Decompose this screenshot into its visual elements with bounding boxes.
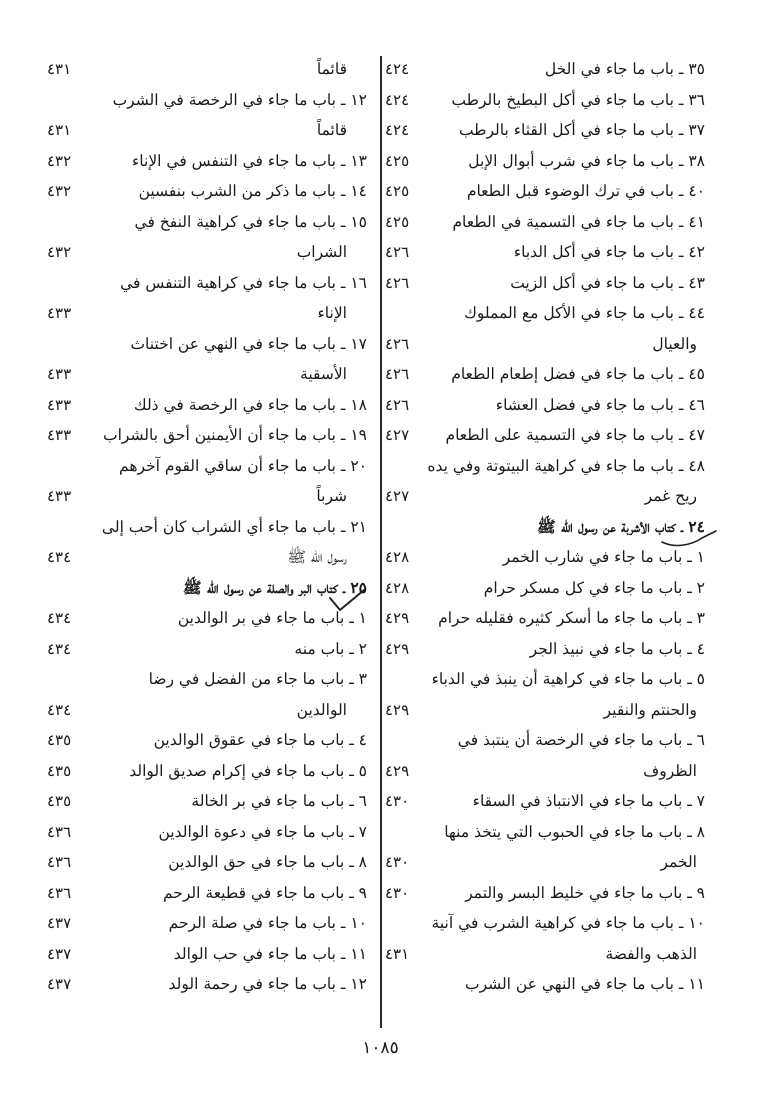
index-entry: [47, 237, 367, 268]
index-entry: [47, 420, 367, 451]
entry-page-number: ٤٣٥: [47, 761, 72, 780]
index-column-right: [385, 54, 705, 1000]
entry-page-number: ٤٢٩: [385, 639, 410, 658]
entry-title: والعيال: [652, 334, 697, 353]
entry-title: ١٠ ـ باب ما جاء في صلة الرحم: [168, 914, 367, 932]
entry-page-number: ٤٢٤: [385, 60, 410, 78]
entry-title: قائماً: [316, 60, 347, 78]
entry-title: ٥ ـ باب ما جاء في إكرام صديق الوالد: [129, 761, 367, 780]
entry-title: الأسقية: [300, 365, 347, 383]
entry-title: ١٩ ـ باب ما جاء أن الأيمنين أحق بالشراب: [103, 426, 367, 444]
entry-title: ٦ ـ باب ما جاء في الرخصة أن ينتبذ في: [457, 731, 705, 749]
index-entry: [47, 329, 367, 360]
entry-title: ١١ ـ باب ما جاء في النهي عن الشرب: [464, 975, 705, 993]
index-entry: [47, 54, 367, 85]
index-entry: [47, 359, 367, 390]
entry-title: ١ ـ باب ما جاء في شارب الخمر: [502, 548, 705, 566]
index-entry: [385, 54, 705, 85]
entry-page-number: ٤٣٤: [47, 548, 72, 566]
index-entry: [385, 969, 705, 1000]
entry-page-number: ٤٣٣: [47, 395, 72, 414]
index-entry: [385, 878, 705, 909]
index-entry: [47, 146, 367, 177]
entry-title: ٧ ـ باب ما جاء في الانتباذ في السقاء: [472, 792, 705, 810]
entry-title: ٤٧ ـ باب ما جاء في التسمية على الطعام: [445, 426, 705, 444]
entry-page-number: ٤٣٢: [47, 243, 72, 261]
entry-title: ١٦ ـ باب ما جاء في كراهية التنفس في: [120, 273, 367, 292]
entry-page-number: ٤٣٣: [47, 487, 72, 505]
index-entry: [47, 969, 367, 1000]
entry-page-number: ٤٣٢: [47, 182, 72, 200]
entry-title: ٤٣ ـ باب ما جاء في أكل الزيت: [510, 273, 705, 292]
entry-title: ٤٥ ـ باب ما جاء في فضل إطعام الطعام: [451, 365, 705, 383]
index-entry: [47, 847, 367, 878]
page-number: ١٠٨٥: [362, 1038, 399, 1058]
index-entry: [47, 115, 367, 146]
entry-title: رسول الله ﷺ: [287, 548, 347, 566]
index-entry: [47, 756, 367, 787]
entry-page-number: ٤٣٧: [47, 975, 72, 993]
entry-page-number: ٤٣٧: [47, 914, 72, 932]
index-entry: [385, 481, 705, 512]
entry-page-number: ٤٢٦: [385, 334, 410, 353]
entry-title: ٤٦ ـ باب ما جاء في فضل العشاء: [495, 395, 705, 414]
entry-page-number: ٤٣٠: [385, 792, 410, 810]
entry-page-number: ٤٢٥: [385, 212, 410, 231]
column-divider: [380, 56, 382, 1028]
index-entry: [47, 481, 367, 512]
index-entry: [385, 298, 705, 329]
index-entry: [47, 878, 367, 909]
index-entry: [385, 908, 705, 939]
entry-title: ٩ ـ باب ما جاء في قطيعة الرحم: [162, 883, 367, 902]
index-entry: [47, 176, 367, 207]
entry-title: ٥ ـ باب ما جاء في كراهية أن ينبذ في الدباء: [431, 670, 705, 688]
index-entry: [47, 207, 367, 238]
index-entry: [47, 817, 367, 848]
entry-title: ٤٢ ـ باب ما جاء في أكل الدباء: [513, 243, 705, 261]
entry-title: ١١ ـ باب ما جاء في حب الوالد: [173, 944, 367, 963]
entry-page-number: ٤٢٤: [385, 121, 410, 139]
entry-page-number: ٤٣٤: [47, 639, 72, 658]
entry-page-number: ٤٣٤: [47, 609, 72, 627]
index-entry: [47, 390, 367, 421]
entry-page-number: ٤٢٧: [385, 487, 410, 505]
index-column-left: [47, 54, 367, 1000]
checkmark-icon: [326, 586, 368, 616]
entry-title: ٣ ـ باب ما جاء ما أسكر كثيره فقليله حرام: [438, 609, 705, 627]
index-entry: [385, 695, 705, 726]
entry-title: ٤٤ ـ باب ما جاء في الأكل مع المملوك: [464, 304, 705, 322]
entry-page-number: ٤٣٤: [47, 700, 72, 719]
entry-page-number: ٤٣٠: [385, 883, 410, 902]
entry-page-number: ٤٣٣: [47, 365, 72, 383]
entry-title: شرباً: [316, 487, 347, 505]
entry-page-number: ٤٣٠: [385, 853, 410, 871]
entry-page-number: ٤٣١: [47, 121, 72, 139]
entry-title: ٣٦ ـ باب ما جاء في أكل البطيخ بالرطب: [451, 90, 705, 109]
entry-title: الوالدين: [296, 700, 347, 719]
entry-title: ٣٨ ـ باب ما جاء في شرب أبوال الإبل: [468, 151, 705, 170]
entry-title: ٢٠ ـ باب ما جاء أن ساقي القوم آخرهم: [119, 456, 367, 475]
index-entry: [385, 817, 705, 848]
index-entry: [47, 85, 367, 116]
entry-title: الإناء: [317, 304, 347, 322]
index-entry: [385, 359, 705, 390]
entry-page-number: ٤٢٦: [385, 365, 410, 383]
entry-title: ٨ ـ باب ما جاء في الحبوب التي يتخذ منها: [444, 822, 705, 841]
entry-page-number: ٤٣١: [47, 60, 72, 78]
index-entry: [385, 542, 705, 573]
entry-page-number: ٤٣٦: [47, 853, 72, 871]
entry-title: ١ ـ باب ما جاء في بر الوالدين: [177, 609, 367, 627]
entry-title: ٣٥ ـ باب ما جاء في الخل: [544, 60, 705, 78]
entry-title: ١٨ ـ باب ما جاء في الرخصة في ذلك: [133, 395, 367, 414]
entry-page-number: ٤٣٥: [47, 792, 72, 810]
entry-page-number: ٤٣١: [385, 944, 410, 963]
index-entry: [47, 695, 367, 726]
entry-page-number: ٤٢٨: [385, 548, 410, 566]
index-entry: [385, 329, 705, 360]
entry-page-number: ٤٣٧: [47, 944, 72, 963]
entry-page-number: ٤٢٩: [385, 609, 410, 627]
index-entry: [385, 115, 705, 146]
index-entry: [47, 786, 367, 817]
entry-page-number: ٤٢٥: [385, 151, 410, 170]
index-entry: [385, 634, 705, 665]
entry-title: ٢١ ـ باب ما جاء أي الشراب كان أحب إلى: [101, 517, 367, 536]
entry-page-number: ٤٣٦: [47, 883, 72, 902]
entry-page-number: ٤٢٦: [385, 395, 410, 414]
entry-title: ١٢ ـ باب ما جاء في الرخصة في الشرب: [112, 90, 367, 109]
index-entry: [385, 146, 705, 177]
entry-title: الخمر: [660, 853, 697, 871]
index-entry: [385, 664, 705, 695]
index-entry: [47, 298, 367, 329]
index-entry: [385, 939, 705, 970]
index-entry: [47, 512, 367, 543]
entry-page-number: ٤٢٥: [385, 182, 410, 200]
entry-page-number: ٤٢٩: [385, 761, 410, 780]
index-entry: [385, 786, 705, 817]
entry-title: الظروف: [643, 761, 697, 780]
index-entry: [385, 847, 705, 878]
index-entry: [385, 756, 705, 787]
index-entry: [385, 420, 705, 451]
entry-title: الشراب: [296, 243, 347, 261]
entry-title: ٢٤ ـ كتاب الأشربة عن رسول الله ﷺ: [536, 516, 705, 536]
index-entry: [47, 634, 367, 665]
index-entry: [385, 237, 705, 268]
index-entry: [47, 908, 367, 939]
entry-title: ٨ ـ باب ما جاء في حق الوالدين: [168, 853, 367, 871]
index-entry: [385, 725, 705, 756]
entry-title: ٢ ـ باب ما جاء في كل مسكر حرام: [483, 578, 705, 597]
entry-title: قائماً: [316, 121, 347, 139]
entry-title: ٤ ـ باب ما جاء في نبيذ الجر: [529, 639, 705, 658]
entry-page-number: ٤٢٧: [385, 426, 410, 444]
index-entry: [47, 542, 367, 573]
entry-title: ١٠ ـ باب ما جاء في كراهية الشرب في آنية: [431, 914, 705, 932]
entry-title: ريح غمر: [644, 487, 697, 505]
index-entry: [385, 207, 705, 238]
entry-title: الذهب والفضة: [605, 944, 697, 963]
entry-title: ٩ ـ باب ما جاء في خليط البسر والتمر: [465, 883, 705, 902]
entry-title: ٤ ـ باب ما جاء في عقوق الوالدين: [153, 731, 367, 749]
entry-title: ٣ ـ باب ما جاء من الفضل في رضا: [148, 670, 367, 688]
entry-title: ١٢ ـ باب ما جاء في رحمة الولد: [168, 975, 367, 993]
entry-title: ٤١ ـ باب ما جاء في التسمية في الطعام: [452, 212, 705, 231]
entry-page-number: ٤٣٣: [47, 304, 72, 322]
index-entry: [385, 573, 705, 604]
entry-title: ٤٨ ـ باب ما جاء في كراهية البيتوتة وفي يده: [427, 456, 705, 475]
index-entry: [47, 939, 367, 970]
entry-page-number: ٤٣٣: [47, 426, 72, 444]
entry-title: والحنتم والنقير: [603, 700, 697, 719]
entry-page-number: ٤٣٢: [47, 151, 72, 170]
entry-page-number: ٤٢٨: [385, 578, 410, 597]
index-entry: [385, 451, 705, 482]
entry-title: ٢٥ ـ كتاب البر والصلة عن رسول الله ﷺ: [182, 577, 367, 597]
chapter-heading: [385, 512, 705, 543]
entry-page-number: ٤٢٦: [385, 243, 410, 261]
entry-page-number: ٤٢٩: [385, 700, 410, 719]
entry-page-number: ٤٢٦: [385, 273, 410, 292]
chapter-heading: [47, 573, 367, 604]
index-entry: [47, 725, 367, 756]
entry-title: ١٤ ـ باب ما ذكر من الشرب بنفسين: [138, 182, 367, 200]
entry-title: ٦ ـ باب ما جاء في بر الخالة: [191, 792, 367, 810]
entry-title: ٢ ـ باب منه: [294, 639, 367, 658]
index-entry: [385, 603, 705, 634]
entry-page-number: ٤٢٤: [385, 90, 410, 109]
index-entry: [385, 390, 705, 421]
index-entry: [47, 451, 367, 482]
entry-title: ١٣ ـ باب ما جاء في التنفس في الإناء: [132, 151, 367, 170]
entry-title: ٣٧ ـ باب ما جاء في أكل القثاء بالرطب: [458, 121, 705, 139]
index-entry: [47, 664, 367, 695]
index-entry: [385, 176, 705, 207]
index-entry: [47, 268, 367, 299]
entry-title: ٤٠ ـ باب في ترك الوضوء قبل الطعام: [466, 182, 705, 200]
entry-title: ١٥ ـ باب ما جاء في كراهية النفخ في: [134, 212, 367, 231]
entry-page-number: ٤٣٦: [47, 822, 72, 841]
entry-title: ٧ ـ باب ما جاء في دعوة الوالدين: [158, 822, 367, 841]
entry-title: ١٧ ـ باب ما جاء في النهي عن اختناث: [130, 334, 367, 353]
handwritten-mark-icon: [660, 528, 720, 550]
index-entry: [47, 603, 367, 634]
index-entry: [385, 268, 705, 299]
entry-page-number: ٤٣٥: [47, 731, 72, 749]
index-entry: [385, 85, 705, 116]
